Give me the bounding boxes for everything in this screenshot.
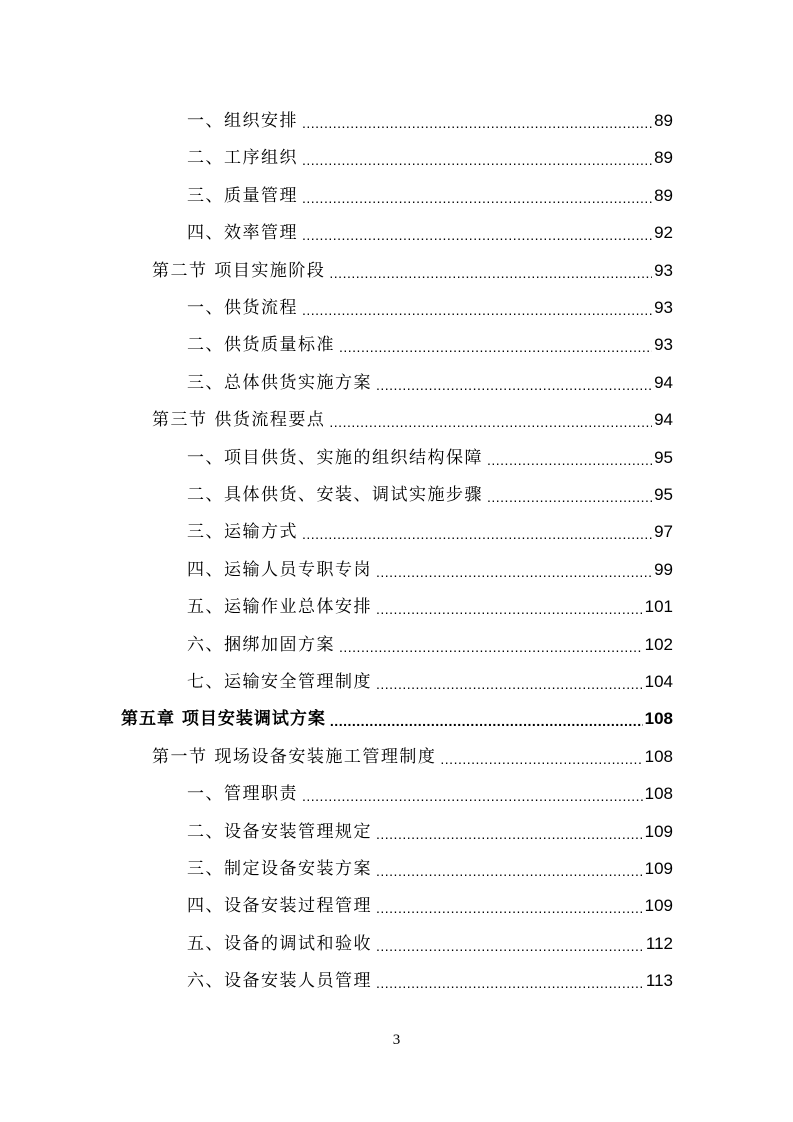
toc-entry-label: 六、设备安装人员管理	[187, 971, 372, 992]
toc-subsection-entry[interactable]	[187, 929, 673, 955]
toc-subsection-entry[interactable]	[187, 966, 673, 992]
toc-dot-leader	[302, 151, 652, 169]
toc-entry-page: 94	[654, 410, 673, 430]
toc-entry-label: 一、项目供货、实施的组织结构保障	[187, 447, 483, 468]
toc-subsection-entry[interactable]	[187, 106, 673, 132]
toc-dot-leader	[440, 750, 642, 768]
toc-dot-leader	[376, 563, 652, 581]
toc-entry-label: 六、捆绑加固方案	[187, 634, 335, 655]
toc-entry-label: 三、制定设备安装方案	[187, 859, 372, 879]
toc-dot-leader	[302, 525, 652, 543]
toc-subsection-entry[interactable]	[187, 817, 673, 843]
toc-entry-page: 108	[644, 746, 673, 766]
toc-subsection-entry[interactable]	[187, 480, 673, 506]
toc-subsection-entry[interactable]	[187, 517, 673, 543]
toc-dot-leader	[376, 675, 643, 693]
toc-dot-leader	[376, 937, 644, 955]
toc-entry-label: 三、总体供货实施方案	[187, 372, 372, 393]
toc-dot-leader	[302, 114, 652, 132]
toc-subsection-entry[interactable]	[187, 181, 673, 207]
toc-subsection-entry[interactable]	[187, 293, 673, 319]
toc-dot-leader	[376, 825, 643, 843]
toc-entry-label: 三、运输方式	[187, 522, 298, 543]
toc-entry-page: 93	[654, 335, 673, 355]
toc-entry-page: 108	[644, 709, 673, 729]
toc-entry-label: 二、供货质量标准	[187, 335, 335, 356]
toc-entry-label: 七、运输安全管理制度	[187, 672, 372, 692]
toc-section-entry[interactable]	[152, 405, 673, 431]
toc-entry-page: 93	[654, 260, 673, 280]
toc-entry-page: 104	[644, 672, 673, 691]
toc-subsection-entry[interactable]	[187, 592, 673, 618]
toc-entry-page: 89	[654, 111, 673, 130]
toc-dot-leader	[376, 862, 643, 880]
toc-entry-label: 四、运输人员专职专岗	[187, 559, 372, 580]
page-number: 3	[392, 1032, 401, 1048]
toc-dot-leader	[376, 600, 643, 618]
toc-entry-label: 二、工序组织	[187, 148, 298, 169]
toc-dot-leader	[330, 712, 643, 730]
toc-dot-leader	[339, 338, 652, 356]
toc-entry-page: 109	[644, 821, 673, 841]
toc-subsection-entry[interactable]	[187, 854, 673, 880]
toc-dot-leader	[329, 264, 652, 282]
toc-dot-leader	[376, 376, 652, 394]
toc-subsection-entry[interactable]	[187, 667, 673, 693]
toc-entry-label: 四、效率管理	[187, 223, 298, 244]
toc-entry-page: 108	[644, 784, 673, 804]
toc-entry-label: 四、设备安装过程管理	[187, 896, 372, 917]
toc-chapter-entry[interactable]	[121, 704, 673, 730]
toc-entry-label: 二、具体供货、安装、调试实施步骤	[187, 485, 483, 505]
toc-entry-label: 一、管理职责	[187, 784, 298, 805]
toc-subsection-entry[interactable]	[187, 443, 673, 469]
toc-subsection-entry[interactable]	[187, 218, 673, 244]
toc-entry-page: 112	[645, 933, 673, 953]
toc-entry-page: 101	[644, 597, 673, 617]
toc-entry-page: 109	[644, 896, 673, 916]
toc-entry-label: 第五章 项目安装调试方案	[121, 709, 326, 730]
toc-entry-page: 99	[654, 559, 673, 579]
toc-entry-label: 第一节 现场设备安装施工管理制度	[152, 746, 437, 767]
toc-dot-leader	[302, 189, 652, 207]
toc-dot-leader	[302, 301, 652, 319]
toc-entry-page: 92	[654, 223, 673, 243]
toc-entry-page: 94	[654, 372, 673, 392]
toc-entry-label: 一、组织安排	[187, 111, 298, 131]
toc-subsection-entry[interactable]	[187, 630, 673, 656]
toc-dot-leader	[302, 226, 652, 244]
toc-entry-label: 二、设备安装管理规定	[187, 821, 372, 842]
toc-entry-page: 109	[644, 859, 673, 878]
toc-subsection-entry[interactable]	[187, 330, 673, 356]
toc-dot-leader	[487, 488, 652, 506]
toc-entry-page: 89	[654, 148, 673, 168]
toc-entry-label: 三、质量管理	[187, 185, 298, 206]
toc-entry-page: 102	[644, 634, 673, 654]
toc-entry-page: 97	[654, 522, 673, 542]
toc-entry-page: 95	[654, 447, 673, 467]
toc-entry-page: 113	[645, 971, 673, 991]
toc-dot-leader	[329, 413, 652, 431]
toc-section-entry[interactable]	[152, 742, 673, 768]
toc-entry-page: 95	[654, 485, 673, 504]
toc-subsection-entry[interactable]	[187, 368, 673, 394]
toc-entry-page: 93	[654, 298, 673, 317]
toc-dot-leader	[376, 974, 644, 992]
toc-section-entry[interactable]	[152, 256, 673, 282]
toc-entry-label: 第三节 供货流程要点	[152, 410, 326, 431]
toc-entry-label: 五、设备的调试和验收	[187, 933, 372, 954]
toc-subsection-entry[interactable]	[187, 143, 673, 169]
toc-entry-page: 89	[654, 185, 673, 205]
toc-entry-label: 一、供货流程	[187, 298, 298, 318]
toc-dot-leader	[376, 899, 643, 917]
toc-entry-label: 第二节 项目实施阶段	[152, 260, 326, 281]
toc-entry-label: 五、运输作业总体安排	[187, 597, 372, 618]
toc-subsection-entry[interactable]	[187, 779, 673, 805]
toc-subsection-entry[interactable]	[187, 891, 673, 917]
toc-dot-leader	[339, 638, 643, 656]
toc-dot-leader	[302, 787, 643, 805]
toc-dot-leader	[487, 451, 652, 469]
toc-subsection-entry[interactable]	[187, 555, 673, 581]
